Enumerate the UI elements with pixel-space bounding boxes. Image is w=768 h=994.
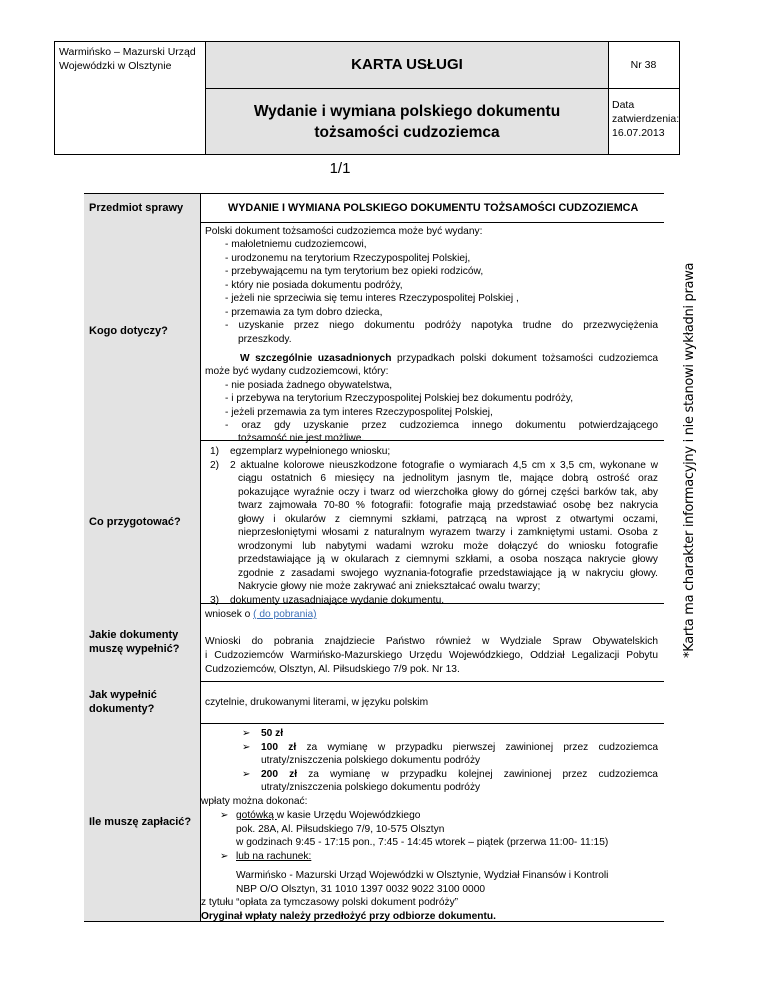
approval-date: Data zatwierdzenia: 16.07.2013 — [612, 99, 680, 139]
service-title: Wydanie i wymiana polskiego dokumentu tożsamości cudzoziemca — [253, 102, 561, 141]
service-table — [84, 193, 664, 921]
row-pay: Ile muszę zapłacić? ➢ 50 zł ➢ 100 zł za wymianę w przypadku pierwszej zawinionej przez cudzoziemca utraty/zniszczenia polskiego dokumentu podróży ➢ 200 zł za wymianę w przypadku kolejnej zawinionej przez cudzoziemca utraty/zniszczenia polskiego dokumentu podróży wpłaty można dokonać: ➢ gotówką w kasie Urzędu Wojewódzkiego pok. 28A, Al. Piłsudskiego 7/9, 10-575 Olsztyn w godzinach 9:45 - 17:15 pon., 7:45 - 14:45 wtorek – piątek (przerwa 11:00- 11:15) ➢ lub na rachunek: Warmińsko - Mazurski Urząd Wojewódzki w Olsztynie, Wydział Finansów i Kontroli NBP O/O Olsztyn, 31 1010 1397 0032 9022 3100 0000 z tytułu “opłata za tymczasowy polski dokument podróży” Oryginał wpłaty należy przedłożyć przy odbiorze dokumentu. — [84, 723, 664, 922]
arrow-bullet-icon: ➢ — [242, 742, 251, 753]
arrow-bullet-icon: ➢ — [220, 810, 229, 821]
card-title: KARTA USŁUGI — [206, 42, 608, 89]
arrow-bullet-icon: ➢ — [220, 851, 229, 862]
row-who: Kogo dotyczy? Polski dokument tożsamości cudzoziemca może być wydany: - małoletniemu cudzoziemcowi, - urodzonemu na terytorium Rzeczypospolitej Polskiej, - przebywającemu na tym terytorium bez opieki rodziców, - który nie posiada dokumentu podróży, - jeżeli nie sprzeciwia się temu interes Rzeczypospolitej Polskiej , - przemawia za tym dobro dziecka, - uzyskanie przez niego dokumentu podróży napotyka trudne do przezwyciężenia przeszkody. W szczególnie uzasadnionych przypadkach polski dokument tożsamości cudzoziemca może być wydany cudzoziemcowi, który: - nie posiada żadnego obywatelstwa, - i przebywa na terytorium Rzeczypospolitej Polskiej bez dokumentu podróży, - jeżeli przemawia za tym interes Rzeczypospolitej Polskiej, - oraz gdy uzyskanie przez cudzoziemca innego dokumentu potwierdzającego tożsamość nie jest możliwe. — [84, 222, 664, 441]
page-indicator: 1/1 — [329, 160, 351, 177]
meta-cell — [608, 42, 679, 154]
office-name: Warmińsko – Mazurski Urząd Wojewódzki w Olsztynie — [55, 42, 206, 154]
download-link[interactable]: ( do pobrania) — [253, 609, 317, 620]
card-number: Nr 38 — [608, 42, 679, 89]
row-label: Co przygotować? — [84, 440, 201, 603]
disclaimer-note: *Karta ma charakter informacyjny i nie stanowi wykładni prawa — [682, 262, 697, 658]
row-label: Ile muszę zapłacić? — [84, 723, 201, 921]
row-label: Kogo dotyczy? — [84, 222, 201, 440]
header-table — [54, 41, 680, 155]
subject-value: WYDANIE I WYMIANA POLSKIEGO DOKUMENTU TOŻSAMOŚCI CUDZOZIEMCA — [228, 202, 639, 214]
title-cell — [206, 42, 609, 154]
row-label: Przedmiot sprawy — [84, 194, 201, 222]
row-label: Jak wypełnić dokumenty? — [84, 681, 201, 723]
row-label: Jakie dokumenty muszę wypełnić? — [84, 603, 201, 681]
row-docs: Jakie dokumenty muszę wypełnić? wniosek o ( do pobrania) Wnioski do pobrania znajdziecie Państwo również w Wydziale Spraw Obywatelskich i Cudzoziemców Warmińsko-Mazurskiego Urzędu Wojewódzkiego, Oddział Legalizacji Pobytu Cudzoziemców, Olsztyn, Al. Piłsudskiego 7/9 pok. Nr 13. — [84, 603, 664, 682]
row-subject — [84, 194, 664, 223]
row-howfill: Jak wypełnić dokumenty? czytelnie, drukowanymi literami, w języku polskim — [84, 681, 664, 724]
row-prepare: Co przygotować? 1) egzemplarz wypełnionego wniosku; 2) 2 aktualne kolorowe nieuszkodzone fotografie o wymiarach 4,5 cm x 3,5 cm, wykonane w ciągu ostatnich 6 miesięcy na jednolitym jasnym tle, mające dobrą ostrość oraz pokazujące wyraźnie oczy i twarz od wierzchołka głowy do górnej części barków tak, aby twarz zajmowała 70-80 % fotografii: fotografie mają przedstawiać osobę bez nakrycia głowy i okularów z ciemnymi szkłami, patrzącą na wprost z otwartymi oczami, nieprzesłoniętymi włosami z naturalnym wyrazem twarzy i zamkniętymi ustami. Osoba z wrodzonymi lub nabytymi wadami wzroku może dołączyć do wniosku fotografie przedstawiające ją w okularach z ciemnymi szkłami, a osoba nosząca nakrycie głowy zgodnie z zasadami swojego wyznania-fotografie przedstawiające ją w nakryciu głowy. Nakrycie głowy nie może zakrywać ani zniekształcać owalu twarzy; 3) dokumenty uzasadniające wydanie dokumentu. — [84, 440, 664, 604]
arrow-bullet-icon: ➢ — [242, 769, 251, 780]
arrow-bullet-icon: ➢ — [242, 728, 251, 739]
